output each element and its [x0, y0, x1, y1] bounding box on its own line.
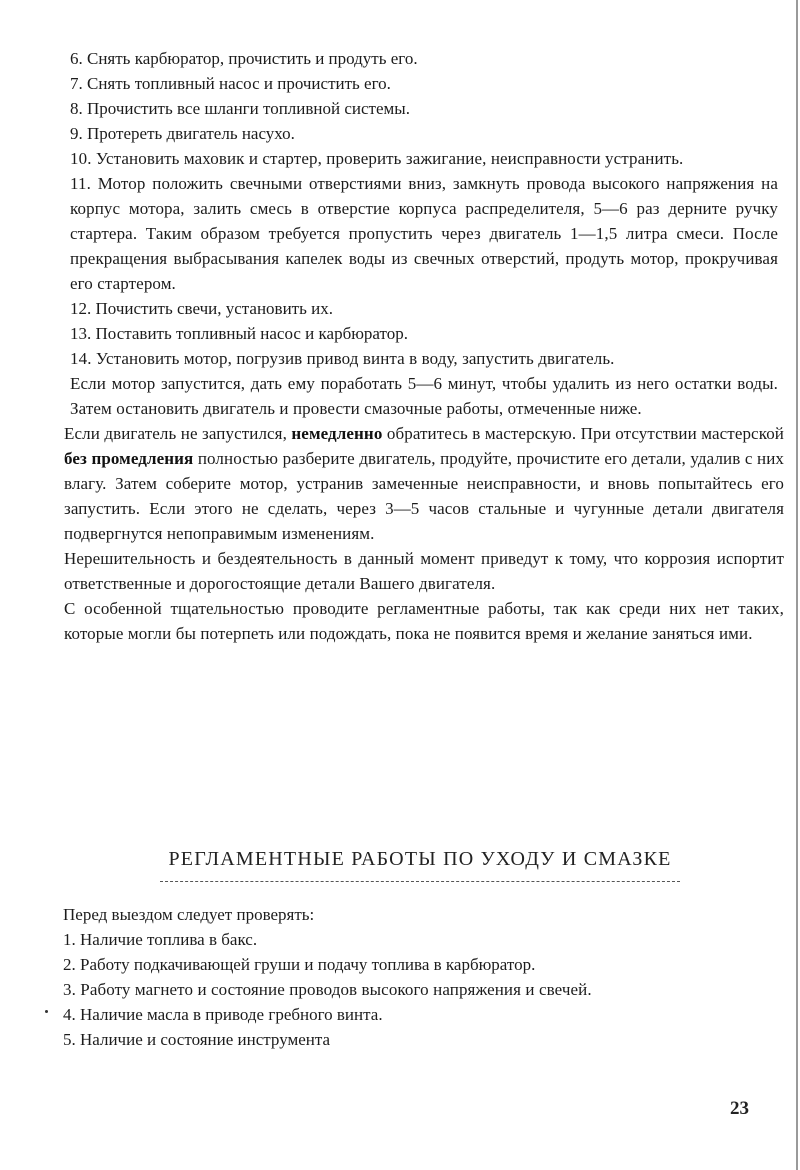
paragraph-diligence: С особенной тщательностью проводите регламентные работы, так как среди них нет таких, которые могли бы потерпеть или подождать, пока не появится время и желание заняться ими.: [64, 599, 784, 643]
step-10: 10. Установить маховик и стартер, проверить зажигание, неисправности устранить.: [70, 149, 684, 168]
step-11: 11. Мотор положить свечными отверстиями вниз, замкнуть провода высокого напряжения на корпус мотора, залить смесь в отверстие корпуса распределителя, 5—6 раз дерните ручку стартера. Таким образом требуется пропустить через двигатель 1—1,5 литра смеси. После прекращения выбрасывания капелек воды из свечных отверстий, продуть мотор, прокручивая его стартером.: [70, 174, 778, 293]
text-span: обратитесь в мастерскую. При отсутствии мастерской: [382, 424, 784, 443]
pre-departure-checklist: [63, 902, 771, 1052]
paragraph-indecision: Нерешительность и бездеятельность в данный момент приведут к тому, что коррозия испортит ответственные и дорогостоящие детали Вашего двигателя.: [64, 549, 784, 593]
paragraph-if-started: Если мотор запустится, дать ему поработать 5—6 минут, чтобы удалить из него остатки воды. Затем остановить двигатель и провести смазочные работы, отмеченные ниже.: [70, 374, 778, 418]
page-number: 23: [730, 1098, 749, 1119]
check-item-2: 2. Работу подкачивающей груши и подачу топлива в карбюратор.: [63, 955, 536, 974]
text-span: полностью разберите двигатель, продуйте, прочистите его детали, удалив с них влагу. Затем соберите мотор, устранив замеченные неисправности, и вновь попытайтесь его запустить. Если этого не сделать, через 3—5 часов стальные и чугунные детали двигателя подвергнутся непоправимым изменениям.: [64, 449, 784, 543]
step-13: 13. Поставить топливный насос и карбюратор.: [70, 324, 408, 343]
step-9: 9. Протереть двигатель насухо.: [70, 124, 295, 143]
step-7: 7. Снять топливный насос и прочистить его.: [70, 74, 391, 93]
step-14: 14. Установить мотор, погрузив привод винта в воду, запустить двигатель.: [70, 349, 615, 368]
section-heading: РЕГЛАМЕНТНЫЕ РАБОТЫ ПО УХОДУ И СМАЗКЕ: [168, 848, 672, 870]
text-span: Если двигатель не запустился,: [64, 424, 292, 443]
step-6: 6. Снять карбюратор, прочистить и продуть его.: [70, 49, 418, 68]
check-item-4: 4. Наличие масла в приводе гребного винта.: [63, 1005, 383, 1024]
page-edge-border: [796, 0, 798, 1170]
heading-underline: [160, 881, 680, 882]
step-8: 8. Прочистить все шланги топливной системы.: [70, 99, 410, 118]
check-item-1: 1. Наличие топлива в бакс.: [63, 930, 258, 949]
check-item-3: 3. Работу магнето и состояние проводов высокого напряжения и свечей.: [63, 980, 592, 999]
check-item-5: 5. Наличие и состояние инструмента: [63, 1030, 331, 1049]
main-text-block: [64, 46, 784, 646]
emphasis-immediately: немедленно: [291, 424, 383, 443]
paragraph-if-not-started: [64, 421, 784, 546]
checklist-intro: Перед выездом следует проверять:: [63, 905, 315, 924]
emphasis-without-delay: без промедления: [64, 449, 194, 468]
scan-speck: [45, 1010, 48, 1013]
step-12: 12. Почистить свечи, установить их.: [70, 299, 333, 318]
